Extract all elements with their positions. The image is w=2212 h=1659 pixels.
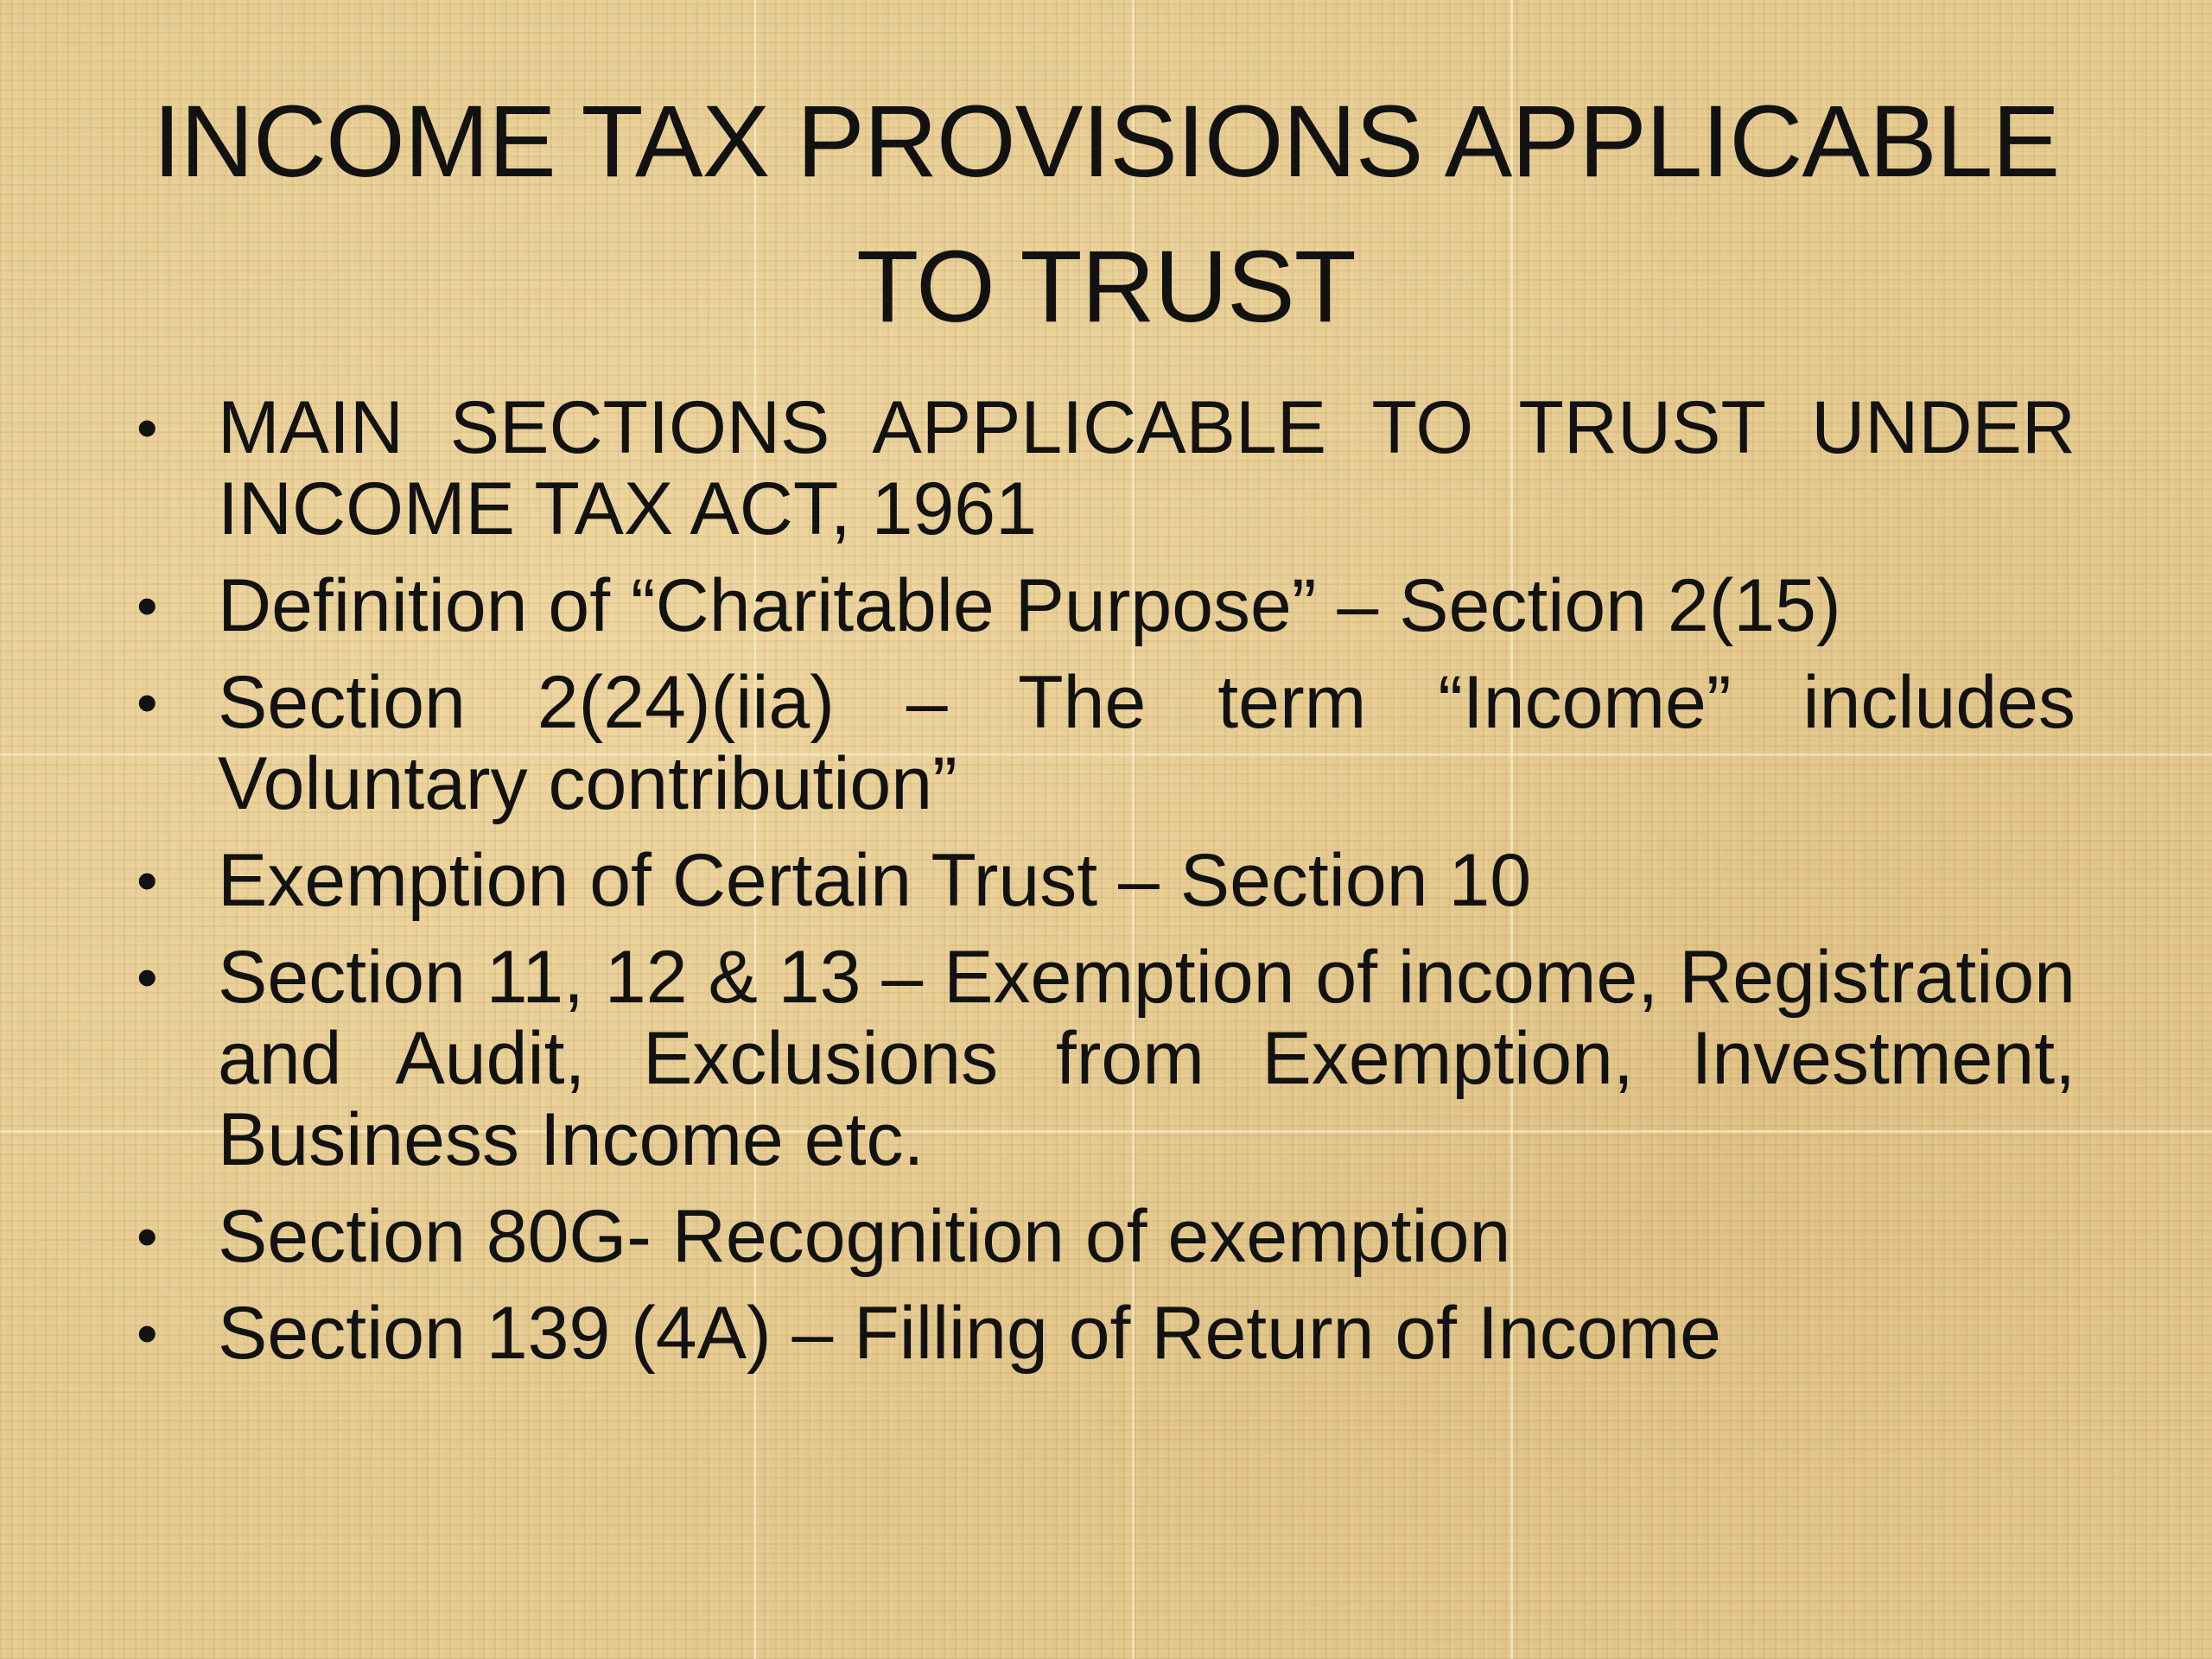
bullet-item <box>130 1196 2075 1277</box>
bullet-icon: • <box>137 944 158 1011</box>
bullet-item <box>130 662 2075 824</box>
bullet-text: Section 11, 12 & 13 – Exemption of income, Registration and Audit, Exclusions from Exemption, Investment, Business Income etc. <box>218 936 2075 1181</box>
bullet-icon: • <box>137 847 158 914</box>
bullet-text: MAIN SECTIONS APPLICABLE TO TRUST UNDER INCOME TAX ACT, 1961 <box>218 386 2075 550</box>
bullet-text: Section 139 (4A) – Filling of Return of Income <box>218 1292 1721 1375</box>
bullet-item <box>130 565 2075 646</box>
bullet-text: Exemption of Certain Trust – Section 10 <box>218 839 1532 922</box>
bullet-icon: • <box>137 1300 158 1367</box>
bullet-list <box>130 387 2075 1389</box>
bullet-text: Definition of “Charitable Purpose” – Section 2(15) <box>218 564 1841 647</box>
bullet-icon: • <box>137 669 158 736</box>
bullet-icon: • <box>137 394 158 461</box>
bullet-icon: • <box>137 572 158 639</box>
bullet-icon: • <box>137 1203 158 1270</box>
bullet-text: Section 2(24)(iia) – The term “Income” includes Voluntary contribution” <box>218 661 2075 825</box>
bullet-item <box>130 1293 2075 1374</box>
bullet-item <box>130 937 2075 1180</box>
bullet-text: Section 80G- Recognition of exemption <box>218 1195 1511 1278</box>
bullet-item <box>130 387 2075 550</box>
slide-title: INCOME TAX PROVISIONS APPLICABLE TO TRUST <box>152 85 2060 344</box>
bullet-item <box>130 840 2075 921</box>
